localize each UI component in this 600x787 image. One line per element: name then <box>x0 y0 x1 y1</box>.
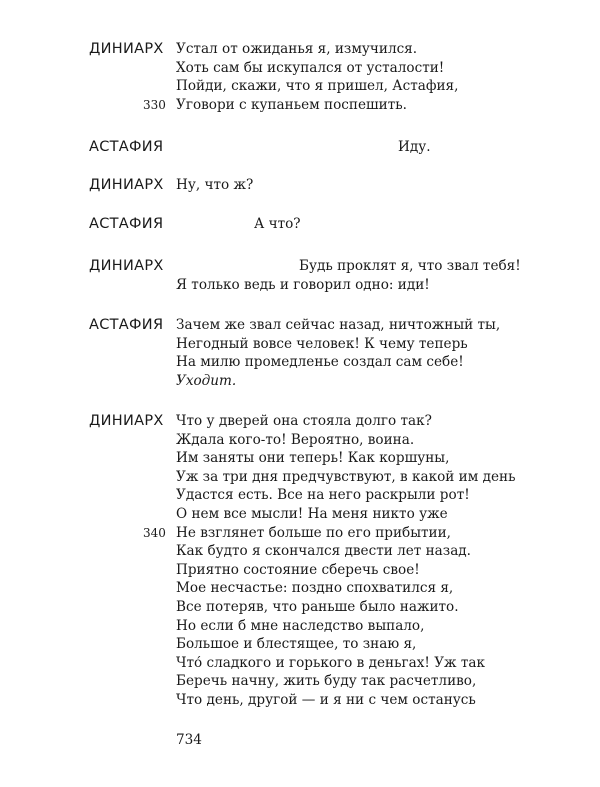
verse-line: Удастся есть. Все на него раскрыли рот! <box>176 487 470 504</box>
verse-line: Им заняты они теперь! Как коршуны, <box>176 450 450 467</box>
speaker-name: АСТАФИЯ <box>89 216 164 232</box>
verse-line: Мое несчастье: поздно спохватился я, <box>176 580 454 597</box>
verse-line: Иду. <box>398 139 431 155</box>
stage-direction: Уходит. <box>176 372 237 389</box>
verse-line: Что́ сладкого и горького в деньгах! Уж так <box>176 654 485 671</box>
verse-line: Ну, что ж? <box>176 177 254 193</box>
line-number: 330 <box>143 97 166 112</box>
verse-line: Ждала кого-то! Вероятно, воина. <box>176 431 415 448</box>
speaker-name: ДИНИАРХ <box>89 413 164 429</box>
verse-line: Не взглянет больше по его прибытии, <box>176 524 452 541</box>
verse-line: Приятно состояние сберечь свое! <box>176 561 420 578</box>
verse-line: Уж за три дня предчувствуют, в какой им день <box>176 468 516 485</box>
verse-line: О нем все мысли! На меня никто уже <box>176 506 448 522</box>
speaker-name: ДИНИАРХ <box>89 177 164 193</box>
verse-line: На милю промедленье создал сам себе! <box>176 354 464 371</box>
verse-line: Хоть сам бы искупался от усталости! <box>176 59 445 76</box>
speaker-name: АСТАФИЯ <box>89 317 164 333</box>
verse-line: Негодный вовсе человек! К чему теперь <box>176 335 468 352</box>
speaker-name: АСТАФИЯ <box>89 139 164 155</box>
verse-line: Беречь начну, жить буду так расчетливо, <box>176 673 477 690</box>
line-number: 340 <box>143 525 166 540</box>
verse-line: Я только ведь и говорил одно: иди! <box>176 276 430 293</box>
page-number: 734 <box>176 732 202 748</box>
speaker-name: ДИНИАРХ <box>89 41 164 57</box>
verse-line: Что день, другой — и я ни с чем останусь <box>176 692 476 708</box>
verse-line: Устал от ожиданья я, измучился. <box>176 41 418 57</box>
speaker-name: ДИНИАРХ <box>89 258 164 274</box>
verse-line: Будь проклят я, что звал тебя! <box>299 258 521 274</box>
verse-line: Большое и блестящее, то знаю я, <box>176 636 417 653</box>
verse-line: Как будто я скончался двести лет назад. <box>176 543 471 560</box>
verse-line: Но если б мне наследство выпало, <box>176 617 425 634</box>
verse-line: Все потеряв, что раньше было нажито. <box>176 599 459 615</box>
verse-line: Что у дверей она стояла долго так? <box>176 413 432 429</box>
verse-line: А что? <box>254 216 301 232</box>
verse-line: Пойди, скажи, что я пришел, Астафия, <box>176 78 459 95</box>
verse-line: Зачем же звал сейчас назад, ничтожный ты, <box>176 317 501 333</box>
verse-line: Уговори с купаньем поспешить. <box>176 96 407 113</box>
